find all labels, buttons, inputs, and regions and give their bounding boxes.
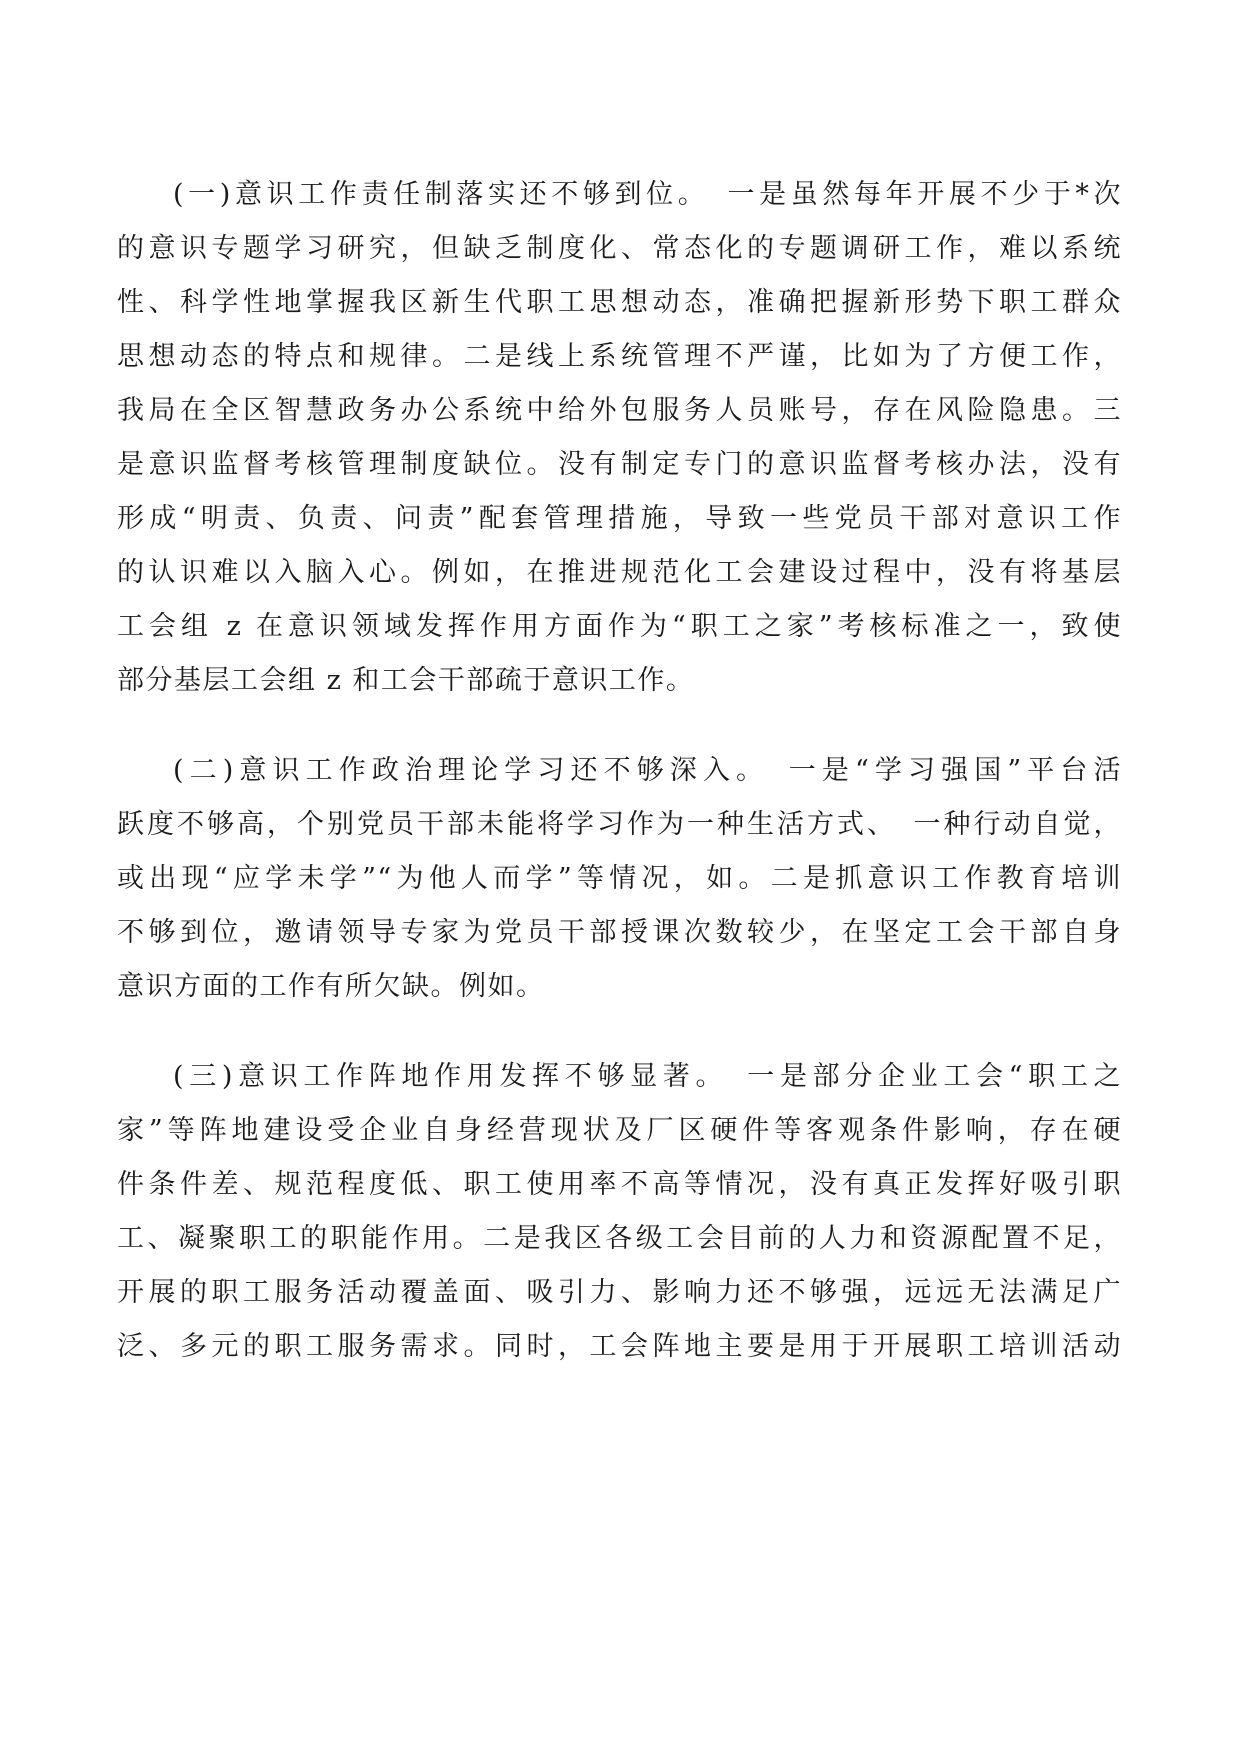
text-line: (三)意识工作阵地作用发挥不够显著。 一是部分企业工会“职工之 bbox=[173, 1061, 1122, 1092]
text-line: 意识方面的工作有所欠缺。例如。 bbox=[117, 971, 545, 1002]
document-body bbox=[117, 168, 1122, 1410]
text-line: 件条件差、规范程度低、职工使用率不高等情况，没有真正发挥好吸引职 bbox=[117, 1169, 1122, 1200]
text-line: 是意识监督考核管理制度缺位。没有制定专门的意识监督考核办法，没有 bbox=[117, 449, 1122, 480]
text-line: 我局在全区智慧政务办公系统中给外包服务人员账号，存在风险隐患。三 bbox=[117, 395, 1122, 426]
text-line: 的认识难以入脑入心。例如，在推进规范化工会建设过程中，没有将基层 bbox=[117, 557, 1122, 588]
text-line: 或出现“应学未学”“为他人而学”等情况，如。二是抓意识工作教育培训 bbox=[117, 863, 1122, 894]
text-line: 的意识专题学习研究，但缺乏制度化、常态化的专题调研工作，难以系统 bbox=[117, 233, 1122, 264]
text-line: 形成“明责、负责、问责”配套管理措施，导致一些党员干部对意识工作 bbox=[117, 503, 1122, 534]
text-line: 工会组 z 在意识领域发挥作用方面作为“职工之家”考核标准之一，致使 bbox=[117, 611, 1122, 642]
text-line: 工、凝聚职工的职能作用。二是我区各级工会目前的人力和资源配置不足， bbox=[117, 1223, 1122, 1254]
text-line: (一)意识工作责任制落实还不够到位。 一是虽然每年开展不少于*次 bbox=[173, 179, 1122, 210]
text-line: 跃度不够高，个别党员干部未能将学习作为一种生活方式、 一种行动自觉， bbox=[117, 809, 1122, 840]
text-line: (二)意识工作政治理论学习还不够深入。 一是“学习强国”平台活 bbox=[173, 755, 1122, 786]
paragraph-3 bbox=[117, 1050, 1122, 1374]
text-line: 部分基层工会组 z 和工会干部疏于意识工作。 bbox=[117, 665, 695, 696]
text-line: 不够到位，邀请领导专家为党员干部授课次数较少，在坚定工会干部自身 bbox=[117, 917, 1122, 948]
text-line: 家”等阵地建设受企业自身经营现状及厂区硬件等客观条件影响，存在硬 bbox=[117, 1115, 1122, 1146]
text-line: 性、科学性地掌握我区新生代职工思想动态，准确把握新形势下职工群众 bbox=[117, 287, 1122, 318]
paragraph-2 bbox=[117, 744, 1122, 1014]
paragraph-1 bbox=[117, 168, 1122, 708]
text-line: 泛、多元的职工服务需求。同时，工会阵地主要是用于开展职工培训活动 bbox=[117, 1331, 1122, 1362]
text-line: 开展的职工服务活动覆盖面、吸引力、影响力还不够强，远远无法满足广 bbox=[117, 1277, 1122, 1308]
text-line: 思想动态的特点和规律。二是线上系统管理不严谨，比如为了方便工作， bbox=[117, 341, 1122, 372]
